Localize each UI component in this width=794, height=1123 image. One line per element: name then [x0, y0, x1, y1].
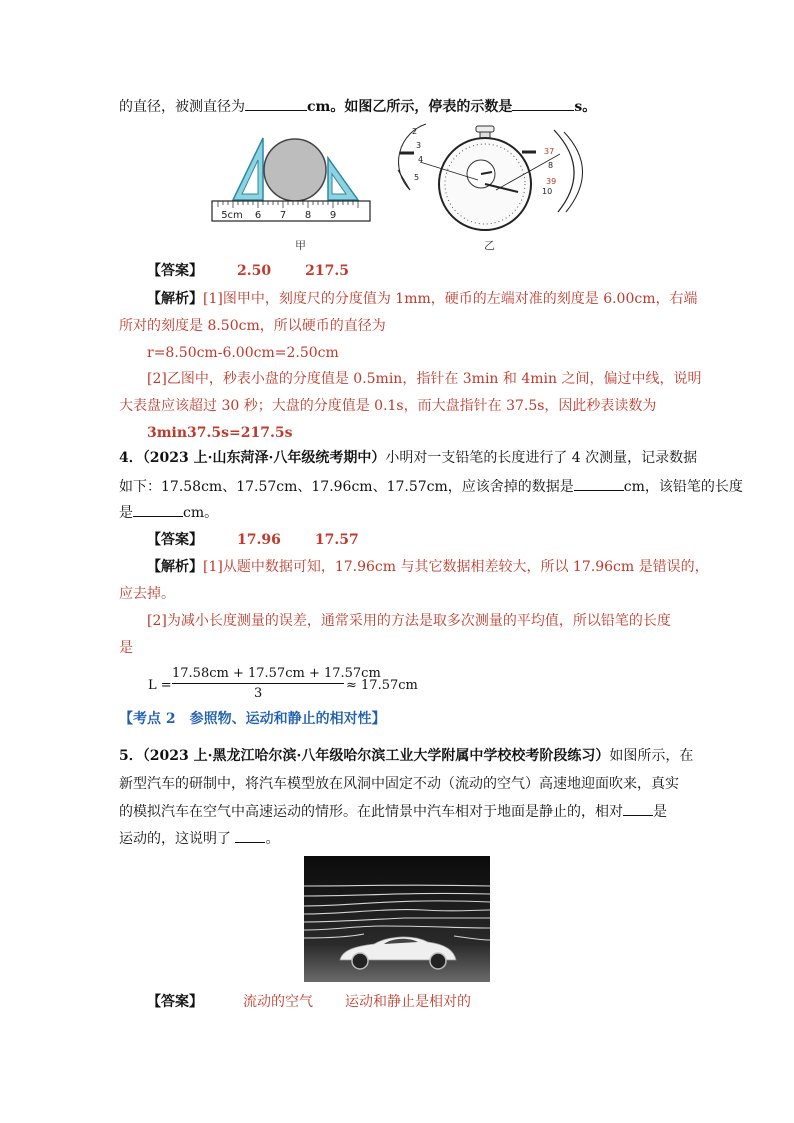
q5-line-2: 新型汽车的研制中，将汽车模型放在风洞中固定不动（流动的空气）高速地迎面吹来，真实 [119, 776, 679, 792]
q4-answer-2: 17.57 [314, 532, 359, 548]
answer-blank [512, 96, 574, 111]
answer-blank [623, 801, 653, 816]
q5-source: （2023 上·黑龙江哈尔滨·八年级哈尔滨工业大学附属中学校校考阶段练习） [142, 748, 610, 764]
coin [264, 139, 326, 201]
q4-line-1: 4．（2023 上·山东菏泽·八年级统考期中）小明对一支铅笔的长度进行了 4 次测量，记录数据 [119, 450, 698, 466]
ruler-label-6: 6 [254, 210, 262, 221]
q4-answer-1: 17.96 [237, 532, 281, 548]
q4-answer [147, 530, 359, 550]
q5-answer-2: 运动和静止是相对的 [345, 994, 471, 1010]
section-heading: 【考点 2 参照物、运动和静止的相对性】 [119, 711, 386, 727]
caption-jia: 甲 [295, 239, 306, 252]
answer-label: 【答案】 [147, 532, 203, 548]
q3-explanation-3: r=8.50cm-6.00cm=2.50cm [147, 345, 339, 361]
answer-blank [235, 828, 265, 843]
q3-intro-b: cm。如图乙所示，停表的示数是 [307, 99, 513, 115]
wind-tunnel-photo [304, 856, 490, 982]
formula-lhs: L = [148, 678, 172, 693]
ruler-coin-figure [208, 132, 374, 224]
q3-explanation-1: 【解析】[1]图甲中，刻度尺的分度值为 1mm，硬币的左端对准的刻度是 6.00cm，右端 [147, 291, 698, 307]
ruler-label-5cm: 5cm [221, 210, 243, 221]
q5-line-4: 运动的，这说明了 。 [119, 828, 279, 849]
answer-blank [574, 476, 624, 491]
large-scale-arc [554, 130, 574, 212]
formula-numerator: 17.58cm + 17.57cm + 17.57cm [172, 666, 381, 681]
stopwatch-button [476, 126, 494, 132]
answer-blank [133, 502, 183, 517]
q4-explanation-2: 应去掉。 [119, 586, 175, 602]
large-scale-37: 37 [544, 147, 555, 156]
large-scale-8: 8 [548, 161, 554, 170]
q4-line-2: 如下：17.58cm、17.57cm、17.96cm、17.57cm，应该舍掉的数据是 cm，该铅笔的长度 [119, 476, 743, 497]
ruler-label-8: 8 [304, 210, 312, 221]
q3-intro-a: 的直径，被测直径为 [119, 99, 245, 115]
q5-line-1: 5．（2023 上·黑龙江哈尔滨·八年级哈尔滨工业大学附属中学校校考阶段练习）如图所示，在 [119, 748, 694, 764]
car-wheel-front [352, 953, 368, 969]
q3-intro-line [119, 96, 596, 117]
small-scale-3: 3 [416, 141, 422, 150]
q5-answer-1: 流动的空气 [243, 994, 313, 1010]
q5-number: 5． [119, 748, 143, 764]
q3-explanation-2: 所对的刻度是 8.50cm，所以硬币的直径为 [119, 318, 386, 334]
ruler-label-9: 9 [329, 210, 337, 221]
answer-label: 【答案】 [147, 263, 203, 279]
q4-explanation-3: [2]为减小长度测量的误差，通常采用的方法是取多次测量的平均值，所以铅笔的长度 [147, 613, 671, 629]
large-scale-39: 39 [546, 177, 557, 186]
explanation-label: 【解析】 [147, 559, 203, 575]
ruler-label-7: 7 [279, 210, 287, 221]
small-scale-4: 4 [418, 155, 424, 164]
small-scale-2: 2 [412, 127, 418, 136]
q4-line-3: 是 cm。 [119, 502, 218, 523]
q4-explanation-1: 【解析】[1]从题中数据可知，17.96cm 与其它数据相差较大，所以 17.96cm 是错误的， [147, 559, 709, 575]
q4-source: （2023 上·山东菏泽·八年级统考期中） [142, 450, 386, 466]
q4-number: 4． [119, 450, 143, 466]
fraction-bar [172, 683, 344, 684]
small-scale-5: 5 [414, 173, 420, 182]
formula-rhs: ≈ 17.57cm [346, 678, 418, 693]
q3-intro-c: s。 [574, 99, 597, 115]
large-scale-10: 10 [542, 187, 553, 196]
caption-yi: 乙 [484, 239, 495, 252]
car-wheel-rear [430, 953, 446, 969]
explanation-label: 【解析】 [147, 291, 203, 307]
q3-answer-2: 217.5 [305, 263, 349, 279]
q3-explanation-6: 3min37.5s=217.5s [147, 425, 293, 441]
answer-blank [245, 96, 307, 111]
stopwatch-figure [396, 120, 586, 234]
formula-denominator: 3 [254, 686, 263, 701]
q5-line-3: 的模拟汽车在空气中高速运动的情形。在此情景中汽车相对于地面是静止的，相对 是 [119, 801, 667, 822]
q3-answer-1: 2.50 [237, 263, 272, 279]
answer-label: 【答案】 [147, 994, 203, 1010]
q3-explanation-4: [2]乙图中，秒表小盘的分度值是 0.5min，指针在 3min 和 4min 之间，偏过中线，说明 [147, 371, 702, 387]
q3-explanation-5: 大表盘应该超过 30 秒；大盘的分度值是 0.1s，而大盘指针在 37.5s，因此秒表读数为 [119, 398, 657, 414]
q3-answer [147, 261, 349, 281]
q4-explanation-4: 是 [119, 640, 133, 656]
q5-answer [147, 992, 471, 1012]
